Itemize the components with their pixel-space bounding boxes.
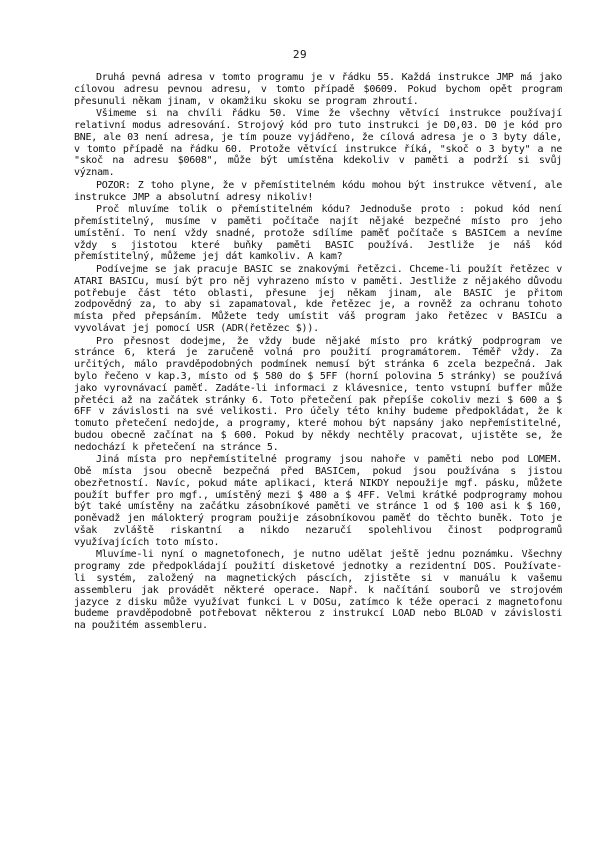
paragraph: Druhá pevná adresa v tomto programu je v řádku 55. Každá instrukce JMP má jako cílovou adresu pevnou adresu, v tomto případě $0609. Pokud bychom opět program přesunuli někam jinam, v okamžiku skoku se program zhroutí. [74, 72, 562, 107]
paragraph: Proč mluvíme tolik o přemístitelném kódu? Jednoduše proto : pokud kód není přemístitelný, musíme v paměti počítače najít nějaké bezpečné místo pro jeho umístění. To není vždy snadné, protože sdílíme paměť počítače s BASICem a nevíme vždy s jistotou které buňky paměti BASIC používá. Jestliže je náš kód přemístitelný, můžeme jej dát kamkoliv. A kam? [74, 204, 562, 263]
paragraph: Pro přesnost dodejme, že vždy bude nějaké místo pro krátký podprogram ve stránce 6, která je zaručeně volná pro použití programátorem. Téměř vždy. Za určitých, málo pravděpodobných podmínek nemusí být stránka 6 zcela bezpečná. Jak bylo řečeno v kap.3, místo od $ 580 do $ 5FF (horní polovina 5 stránky) se používá jako vyrovnávací paměť. Zadáte-li informaci z klávesnice, tento vstupní buffer může přetéci až na začátek stránky 6. Toto přetečení pak přepíše cokoliv mezi $ 600 a $ 6FF v závislosti na své velikosti. Pro účely této knihy budeme předpokládat, že k tomuto přetečení nedojde, a programy, které mohou být napsány jako nepřemístitelné, budou obecně začínat na $ 600. Pokud by někdy nechtěly pracovat, ujistěte se, že nedochází k přetečení na stránce 5. [74, 335, 562, 453]
body-text [74, 72, 562, 633]
paragraph: Všimeme si na chvíli řádku 50. Vime že všechny větvící instrukce používají relativní modus adresování. Strojový kód pro tuto instrukci je D0,03. D0 je kód pro BNE, ale 03 není adresa, je tím pouze vyjádřeno, že cílová adresa je o 3 byty dále, v tomto případě na řádku 60. Protože větvící instrukce říká, "skoč o 3 byty" a ne "skoč na adresu $0608", může být umístěna kdekoliv v paměti a podrží si svůj význam. [74, 108, 562, 179]
paragraph: Podívejme se jak pracuje BASIC se znakovými řetězci. Chceme-li použít řetězec v ATARI BASICu, musí být pro něj vyhrazeno místo v paměti. Jestliže z nějakého důvodu potřebuje část této oblasti, přesune jej někam jinam, ale BASIC je přitom zodpovědný za, to aby si zapamatoval, kde řetězec je, a rovněž za ochranu tohoto místa před přepsáním. Můžete tedy umístit váš program jako řetězec v BASICu a vyvolávat jej pomocí USR (ADR(řetězec $)). [74, 263, 562, 334]
page-number: 29 [292, 48, 308, 61]
paragraph: Mluvíme-li nyní o magnetofonech, je nutno udělat ještě jednu poznámku. Všechny programy zde předpokládají použití disketové jednotky a rezidentní DOS. Používate-li systém, založený na magnetických páscích, zjistěte si v manuálu k vašemu assembleru jak provádět některé operace. Např. k načítání souborů ve strojovém jazyce z disku může využívat funkci L v DOSu, zatímco k téže operaci z magnetofonu budeme pravděpodobně potřebovat některou z instrukcí LOAD nebo BLOAD v závislosti na použitém assembleru. [74, 549, 562, 632]
paragraph: Jiná místa pro nepřemístitelné programy jsou nahoře v paměti nebo pod LOMEM. Obě místa jsou obecně bezpečná před BASICem, pokud jsou používána s jistou obezřetností. Navíc, pokud máte aplikaci, která NIKDY nepoužije mgf. pásku, můžete použít buffer pro mgf., umístěný mezi $ 480 a $ 4FF. Velmi krátké podprogramy mohou být také umístěny na začátku zásobníkové paměti ve stránce 1 od $ 100 asi k $ 160, poněvadž jen málokterý program použije zásobníkovou paměť do těchto buněk. Toto je však zvláště riskantní a nikdo nezaručí spolehlivou činost podprogramů využívajících toto místo. [74, 454, 562, 548]
paragraph: POZOR: Z toho plyne, že v přemístitelném kódu mohou být instrukce větvení, ale instrukce JMP a absolutní adresy nikoliv! [74, 179, 562, 203]
